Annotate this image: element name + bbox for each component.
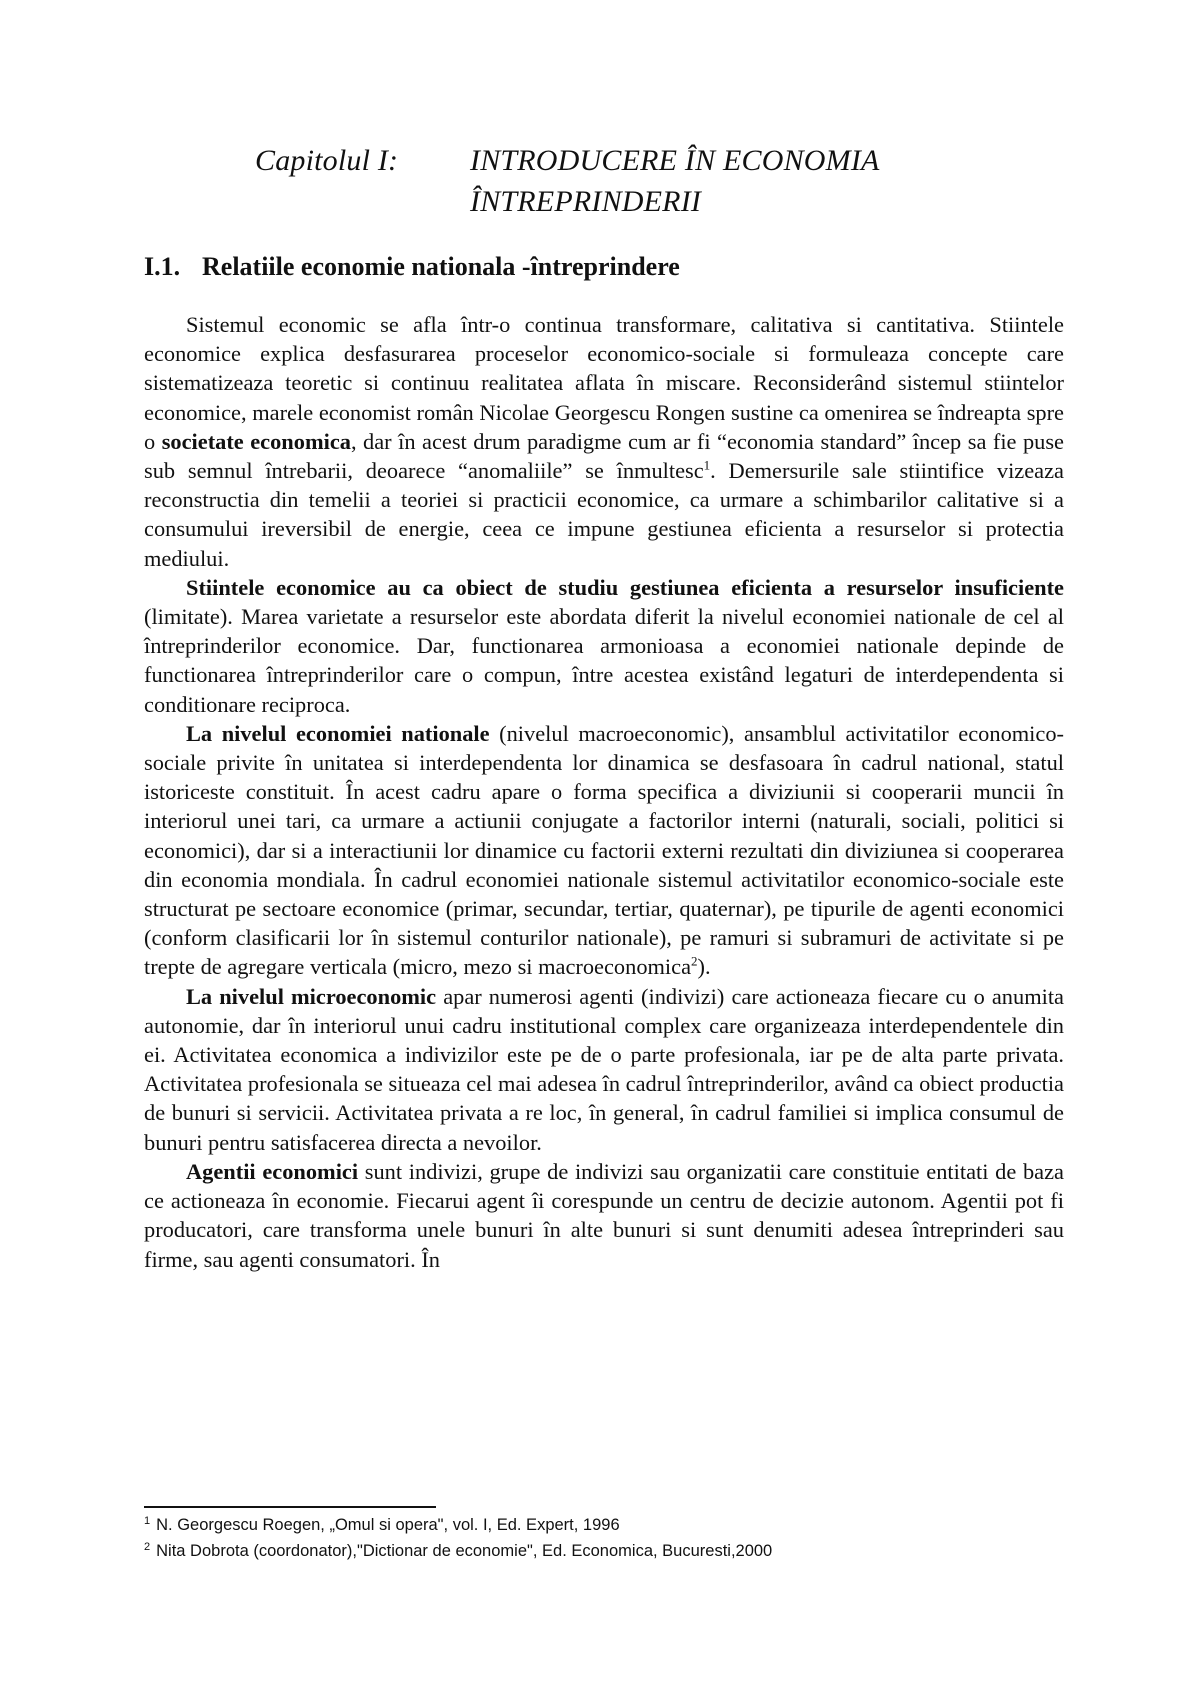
section-number: I.1. [144,252,181,281]
paragraph [144,719,1064,982]
paragraph [144,573,1064,719]
footnote-text: Nita Dobrota (coordonator),"Dictionar de economie", Ed. Economica, Bucuresti,2000 [156,1542,773,1560]
body-text [144,304,1064,1274]
footnote-text: N. Georgescu Roegen, „Omul si opera", vol. I, Ed. Expert, 1996 [156,1516,620,1534]
bold-term: La nivelul microeconomic [186,983,437,1009]
bold-term: Agentii economici [186,1158,359,1184]
paragraph [144,310,1064,573]
section-title: Relatiile economie nationala -întreprindere [202,252,680,281]
footnote-separator [144,1506,436,1508]
paragraph-text: apar numerosi agenti (indivizi) care actioneaza fiecare cu o anumita autonomie, dar în interiorul unui cadru institutional complex care organizeaza interdependentele din ei. Activitatea economica a indivizilor este pe de o parte profesionala, iar pe de alta parte privata. Activitatea profesionala se situeaza cel mai adesea în cadrul întreprinderilor, având ca obiect productia de bunuri si servicii. Activitatea privata a re loc, în general, în cadrul familiei si implica consumul de bunuri pentru satisfacerea directa a nevoilor. [144,983,1064,1155]
paragraph [144,982,1064,1157]
chapter-title-line-1: INTRODUCERE ÎN ECONOMIA [470,144,880,177]
paragraph-text: sunt indivizi, grupe de indivizi sau organizatii care constituie entitati de baza ce actioneaza în economie. Fiecarui agent îi corespunde un centru de decizie autonom. Agentii pot fi producatori, care transforma unele bunuri în alte bunuri si sunt denumiti adesea întreprinderi sau firme, sau agenti consumatori. În [144,1158,1064,1272]
bold-term: Stiintele economice au ca obiect de studiu gestiunea eficienta a resurselor insuficiente [186,574,1064,600]
footnote-ref: 1 [703,457,711,473]
bold-term: La nivelul economiei nationale [186,720,490,746]
chapter-label: Capitolul I: [255,144,399,177]
chapter-title-line-2: ÎNTREPRINDERII [470,185,702,218]
footnote-number: 1 [144,1514,151,1527]
footnote-number: 2 [144,1540,151,1553]
paragraph-text: Sistemul economic se afla într-o continua transformare, calitativa si cantitativa. Stiintele economice explica desfasurarea proceselor economico-sociale si formuleaza concepte care sistematizeaza teoretic si continuu realitatea aflata în miscare. Reconsiderând sistemul stiintelor economice, marele economist român Nicolae Georgescu Rongen sustine ca omenirea se îndreapta spre o [144,312,1064,454]
footnote [144,1538,1064,1564]
paragraph-text: (limitate). Marea varietate a resurselor este abordata diferit la nivelul economiei nationale de cel al întreprinderilor economice. Dar, functionarea armonioasa a economiei nationale depinde de functionarea întreprinderilor care o compun, între acestea existând legaturi de interdependenta si conditionare reciproca. [144,604,1064,717]
paragraph [144,1157,1064,1274]
paragraph-text: , dar în acest drum paradigme cum ar fi “economia standard” încep sa fie puse sub semnul întrebarii, deoarece “anomaliile” se înmultesc [144,428,1064,484]
footnote [144,1512,1064,1538]
footnote-ref: 2 [691,954,698,969]
bold-term: societate economica [161,428,351,454]
footnotes [144,1512,1064,1564]
section-heading [144,250,680,284]
paragraph-text: . Demersurile sale stiintifice vizeaza reconstructia din temelii a teoriei si practicii economice, ca urmare a schimbarilor calitative si a consumului ireversibil de energie, ceea ce impune gestiunea eficienta a resurselor si protectia mediului. [144,458,1064,571]
paragraph-text: ). [697,954,711,980]
paragraph-text: (nivelul macroeconomic), ansamblul activitatilor economico-sociale privite în unitatea si interdependenta lor dinamica se desfasoara în cadrul national, statul istoriceste constituit. În acest cadru apare o forma specifica a diviziunii si cooperarii muncii în interiorul unei tari, ca urmare a actiunii conjugate a factorilor interni (naturali, sociali, politici si economici), dar si a interactiunii lor dinamice cu factorii externi rezultati din diviziunea si cooperarea din economia mondiala. În cadrul economiei nationale sistemul activitatilor economico-sociale este structurat pe sectoare economice (primar, secundar, tertiar, quaternar), pe tipurile de agenti economici (conform clasificarii lor în sistemul conturilor nationale), pe ramuri si subramuri de activitate si pe trepte de agregare verticala (micro, mezo si macroeconomica [144,720,1064,980]
